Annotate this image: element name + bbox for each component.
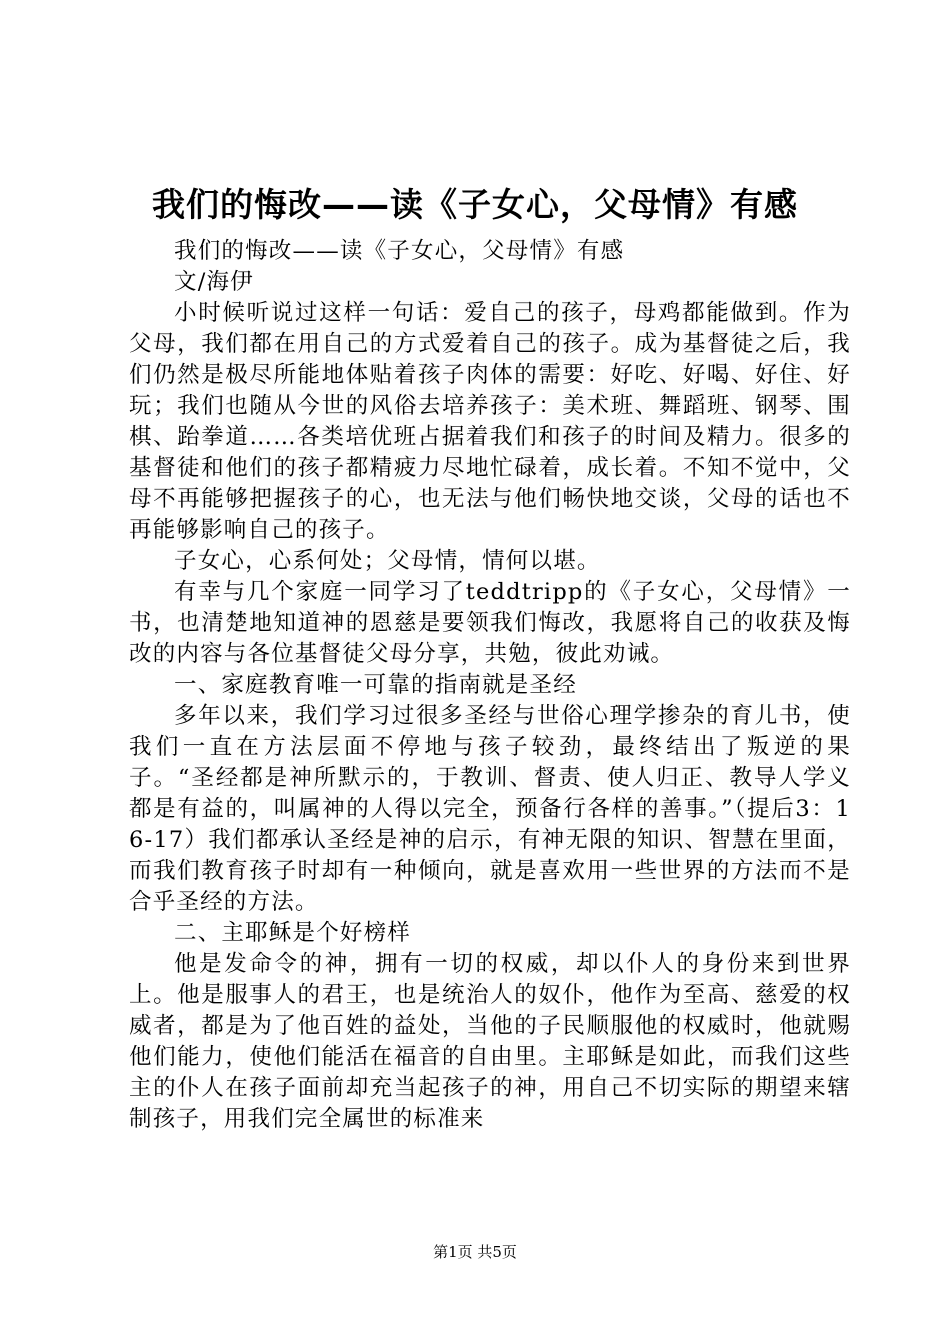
document-title: 我们的悔改——读《子女心，父母情》有感 xyxy=(152,185,798,224)
paragraph: 有幸与几个家庭一同学习了teddtripp的《子女心，父母情》一书，也清楚地知道神的恩慈是要领我们悔改，我愿将自己的收获及悔改的内容与各位基督徒父母分享，共勉，彼此劝诫。 xyxy=(129,579,851,667)
paragraph: 多年以来，我们学习过很多圣经与世俗心理学掺杂的育儿书，使我们一直在方法层面不停地与孩子较劲，最终结出了叛逆的果子。“圣经都是神所默示的，于教训、督责、使人归正、教导人学义都是有益的，叫属神的人得以完全，预备行各样的善事。”（提后3：16-17）我们都承认圣经是神的启示，有神无限的知识、智慧在里面，而我们教育孩子时却有一种倾向，就是喜欢用一些世界的方法而不是合乎圣经的方法。 xyxy=(129,703,851,915)
section-heading: 一、家庭教育唯一可靠的指南就是圣经 xyxy=(174,672,577,698)
paragraph-subtitle: 我们的悔改——读《子女心，父母情》有感 xyxy=(174,238,625,264)
paragraph-author: 文/海伊 xyxy=(174,269,254,295)
paragraph: 子女心，心系何处；父母情，情何以堪。 xyxy=(174,548,601,574)
paragraph: 他是发命令的神，拥有一切的权威，却以仆人的身份来到世界上。他是服事人的君王，也是统治人的奴仆，他作为至高、慈爱的权威者，都是为了他百姓的益处，当他的子民顺服他的权威时，他就赐他们能力，使他们能活在福音的自由里。主耶稣是如此，而我们这些主的仆人在孩子面前却充当起孩子的神，用自己不切实际的期望来辖制孩子，用我们完全属世的标准来 xyxy=(129,951,851,1132)
page-footer: 第1页 共5页 xyxy=(433,1243,517,1261)
document-body xyxy=(129,236,851,1135)
section-heading: 二、主耶稣是个好榜样 xyxy=(174,920,412,946)
paragraph: 小时候听说过这样一句话：爱自己的孩子，母鸡都能做到。作为父母，我们都在用自己的方式爱着自己的孩子。成为基督徒之后，我们仍然是极尽所能地体贴着孩子肉体的需要：好吃、好喝、好住、好玩；我们也随从今世的风俗去培养孩子：美术班、舞蹈班、钢琴、围棋、跆拳道……各类培优班占据着我们和孩子的时间及精力。很多的基督徒和他们的孩子都精疲力尽地忙碌着，成长着。不知不觉中，父母不再能够把握孩子的心，也无法与他们畅快地交谈，父母的话也不再能够影响自己的孩子。 xyxy=(129,300,851,543)
